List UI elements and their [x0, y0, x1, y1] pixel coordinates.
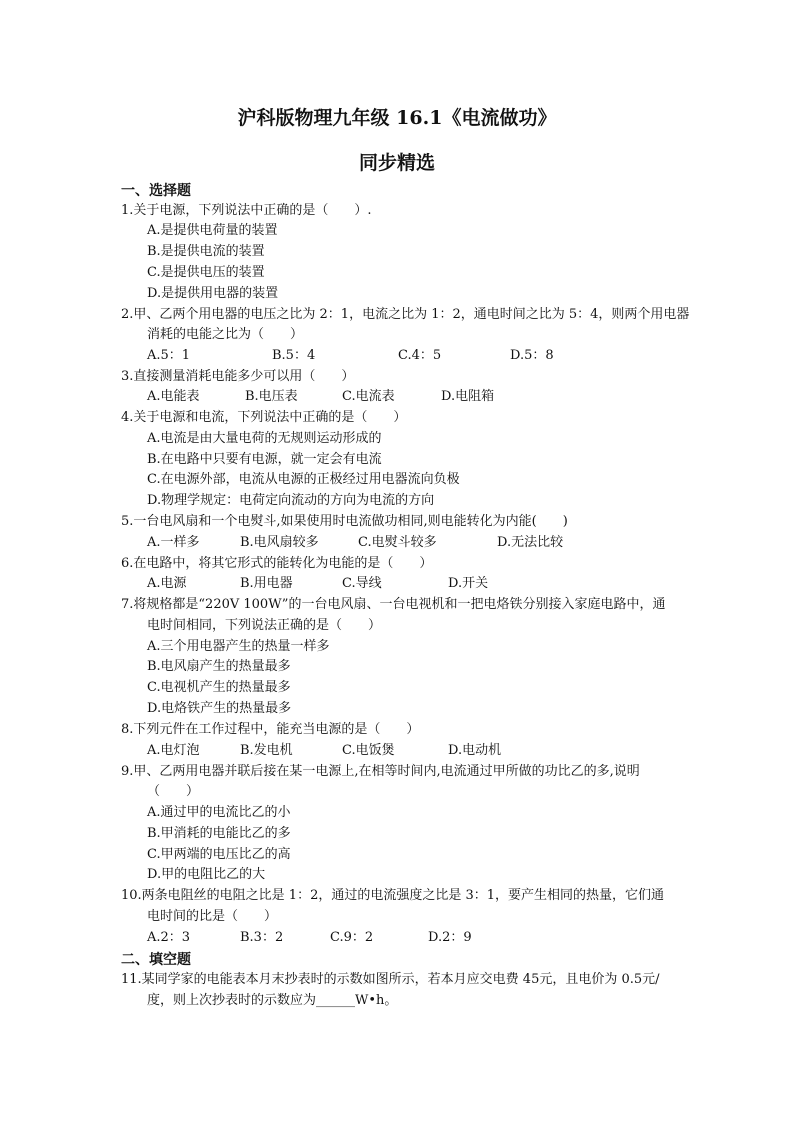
- question-10-option-c: C.9：2: [330, 930, 374, 945]
- question-2-stem-line-1: 2.甲、乙两个用电器的电压之比为 2：1，电流之比为 1：2，通电时间之比为 5：4，则两个用电器: [121, 307, 690, 322]
- question-4-option-b: B.在电路中只要有电源，就一定会有电流: [147, 452, 382, 467]
- section-heading-choice: 一、选择题: [121, 183, 191, 199]
- question-2-option-a: A.5：1: [147, 348, 191, 363]
- question-10-option-b: B.3：2: [240, 930, 284, 945]
- question-9-stem-line-2: （ ）: [147, 784, 200, 799]
- question-7-stem-line-2: 电时间相同，下列说法正确的是（ ）: [147, 618, 382, 633]
- question-1-option-c: C.是提供电压的装置: [147, 265, 265, 280]
- question-9-stem-line-1: 9.甲、乙两用电器并联后接在某一电源上,在相等时间内,电流通过甲所做的功比乙的多,说明: [121, 764, 640, 779]
- question-7-option-b: B.电风扇产生的热量最多: [147, 659, 291, 674]
- document-subtitle: 同步精选: [358, 152, 435, 174]
- question-5-option-d: D.无法比较: [497, 535, 564, 550]
- question-9-option-a: A.通过甲的电流比乙的小: [147, 805, 291, 820]
- question-6-option-c: C.导线: [342, 576, 382, 591]
- question-3-stem: 3.直接测量消耗电能多少可以用（ ）: [121, 369, 355, 384]
- question-5-stem: 5.一台电风扇和一个电熨斗,如果使用时电流做功相同,则电能转化为内能( ): [121, 514, 568, 529]
- question-6-stem: 6.在电路中，将其它形式的能转化为电能的是（ ）: [121, 556, 433, 571]
- question-4-stem: 4.关于电源和电流，下列说法中正确的是（ ）: [121, 410, 407, 425]
- question-1-option-d: D.是提供用电器的装置: [147, 286, 279, 301]
- question-1-option-b: B.是提供电流的装置: [147, 244, 265, 259]
- question-6-option-a: A.电源: [147, 576, 187, 591]
- question-9-option-d: D.甲的电阻比乙的大: [147, 867, 266, 882]
- question-8-option-d: D.电动机: [448, 743, 502, 758]
- question-6-option-d: D.开关: [448, 576, 489, 591]
- question-7-option-d: D.电烙铁产生的热量最多: [147, 701, 292, 716]
- question-7-option-a: A.三个用电器产生的热量一样多: [147, 639, 330, 654]
- question-4-option-a: A.电流是由大量电荷的无规则运动形成的: [147, 431, 382, 446]
- question-8-stem: 8.下列元件在工作过程中，能充当电源的是（ ）: [121, 722, 420, 737]
- question-9-option-c: C.甲两端的电压比乙的高: [147, 847, 291, 862]
- question-10-option-a: A.2：3: [147, 930, 191, 945]
- question-4-option-d: D.物理学规定：电荷定向流动的方向为电流的方向: [147, 493, 435, 508]
- question-10-stem-line-2: 电时间的比是（ ）: [147, 909, 278, 924]
- question-11-stem-line-2: 度，则上次抄表时的示数应为______W•h。: [147, 993, 398, 1008]
- section-heading-fill: 二、填空题: [121, 952, 191, 968]
- question-11-stem-line-1: 11.某同学家的电能表本月末抄表时的示数如图所示，若本月应交电费 45元，且电价为 0.5元/: [121, 972, 660, 987]
- question-4-option-c: C.在电源外部，电流从电源的正极经过用电器流向负极: [147, 472, 460, 487]
- question-5-option-c: C.电熨斗较多: [358, 535, 437, 550]
- question-8-option-b: B.发电机: [240, 743, 293, 758]
- document-title: 沪科版物理九年级 16.1《电流做功》: [237, 107, 557, 129]
- question-6-option-b: B.用电器: [240, 576, 293, 591]
- question-3-option-b: B.电压表: [245, 389, 298, 404]
- question-9-option-b: B.甲消耗的电能比乙的多: [147, 826, 291, 841]
- question-7-option-c: C.电视机产生的热量最多: [147, 680, 291, 695]
- question-10-stem-line-1: 10.两条电阻丝的电阻之比是 1：2，通过的电流强度之比是 3：1，要产生相同的热量，它们通: [121, 888, 665, 903]
- question-8-option-c: C.电饭煲: [342, 743, 395, 758]
- question-3-option-a: A.电能表: [147, 389, 200, 404]
- question-10-option-d: D.2：9: [428, 930, 472, 945]
- question-2-option-c: C.4：5: [398, 348, 442, 363]
- question-1-option-a: A.是提供电荷量的装置: [147, 223, 278, 238]
- question-3-option-c: C.电流表: [342, 389, 395, 404]
- question-2-stem-line-2: 消耗的电能之比为（ ）: [147, 327, 304, 342]
- question-7-stem-line-1: 7.将规格都是“220V 100W”的一台电风扇、一台电视机和一把电烙铁分别接入家庭电路中，通: [121, 597, 666, 612]
- question-5-option-a: A.一样多: [147, 535, 200, 550]
- question-2-option-d: D.5：8: [510, 348, 554, 363]
- question-2-option-b: B.5：4: [272, 348, 316, 363]
- question-1-stem: 1.关于电源，下列说法中正确的是（ ）.: [121, 203, 372, 218]
- question-3-option-d: D.电阻箱: [441, 389, 495, 404]
- question-8-option-a: A.电灯泡: [147, 743, 200, 758]
- question-5-option-b: B.电风扇较多: [240, 535, 319, 550]
